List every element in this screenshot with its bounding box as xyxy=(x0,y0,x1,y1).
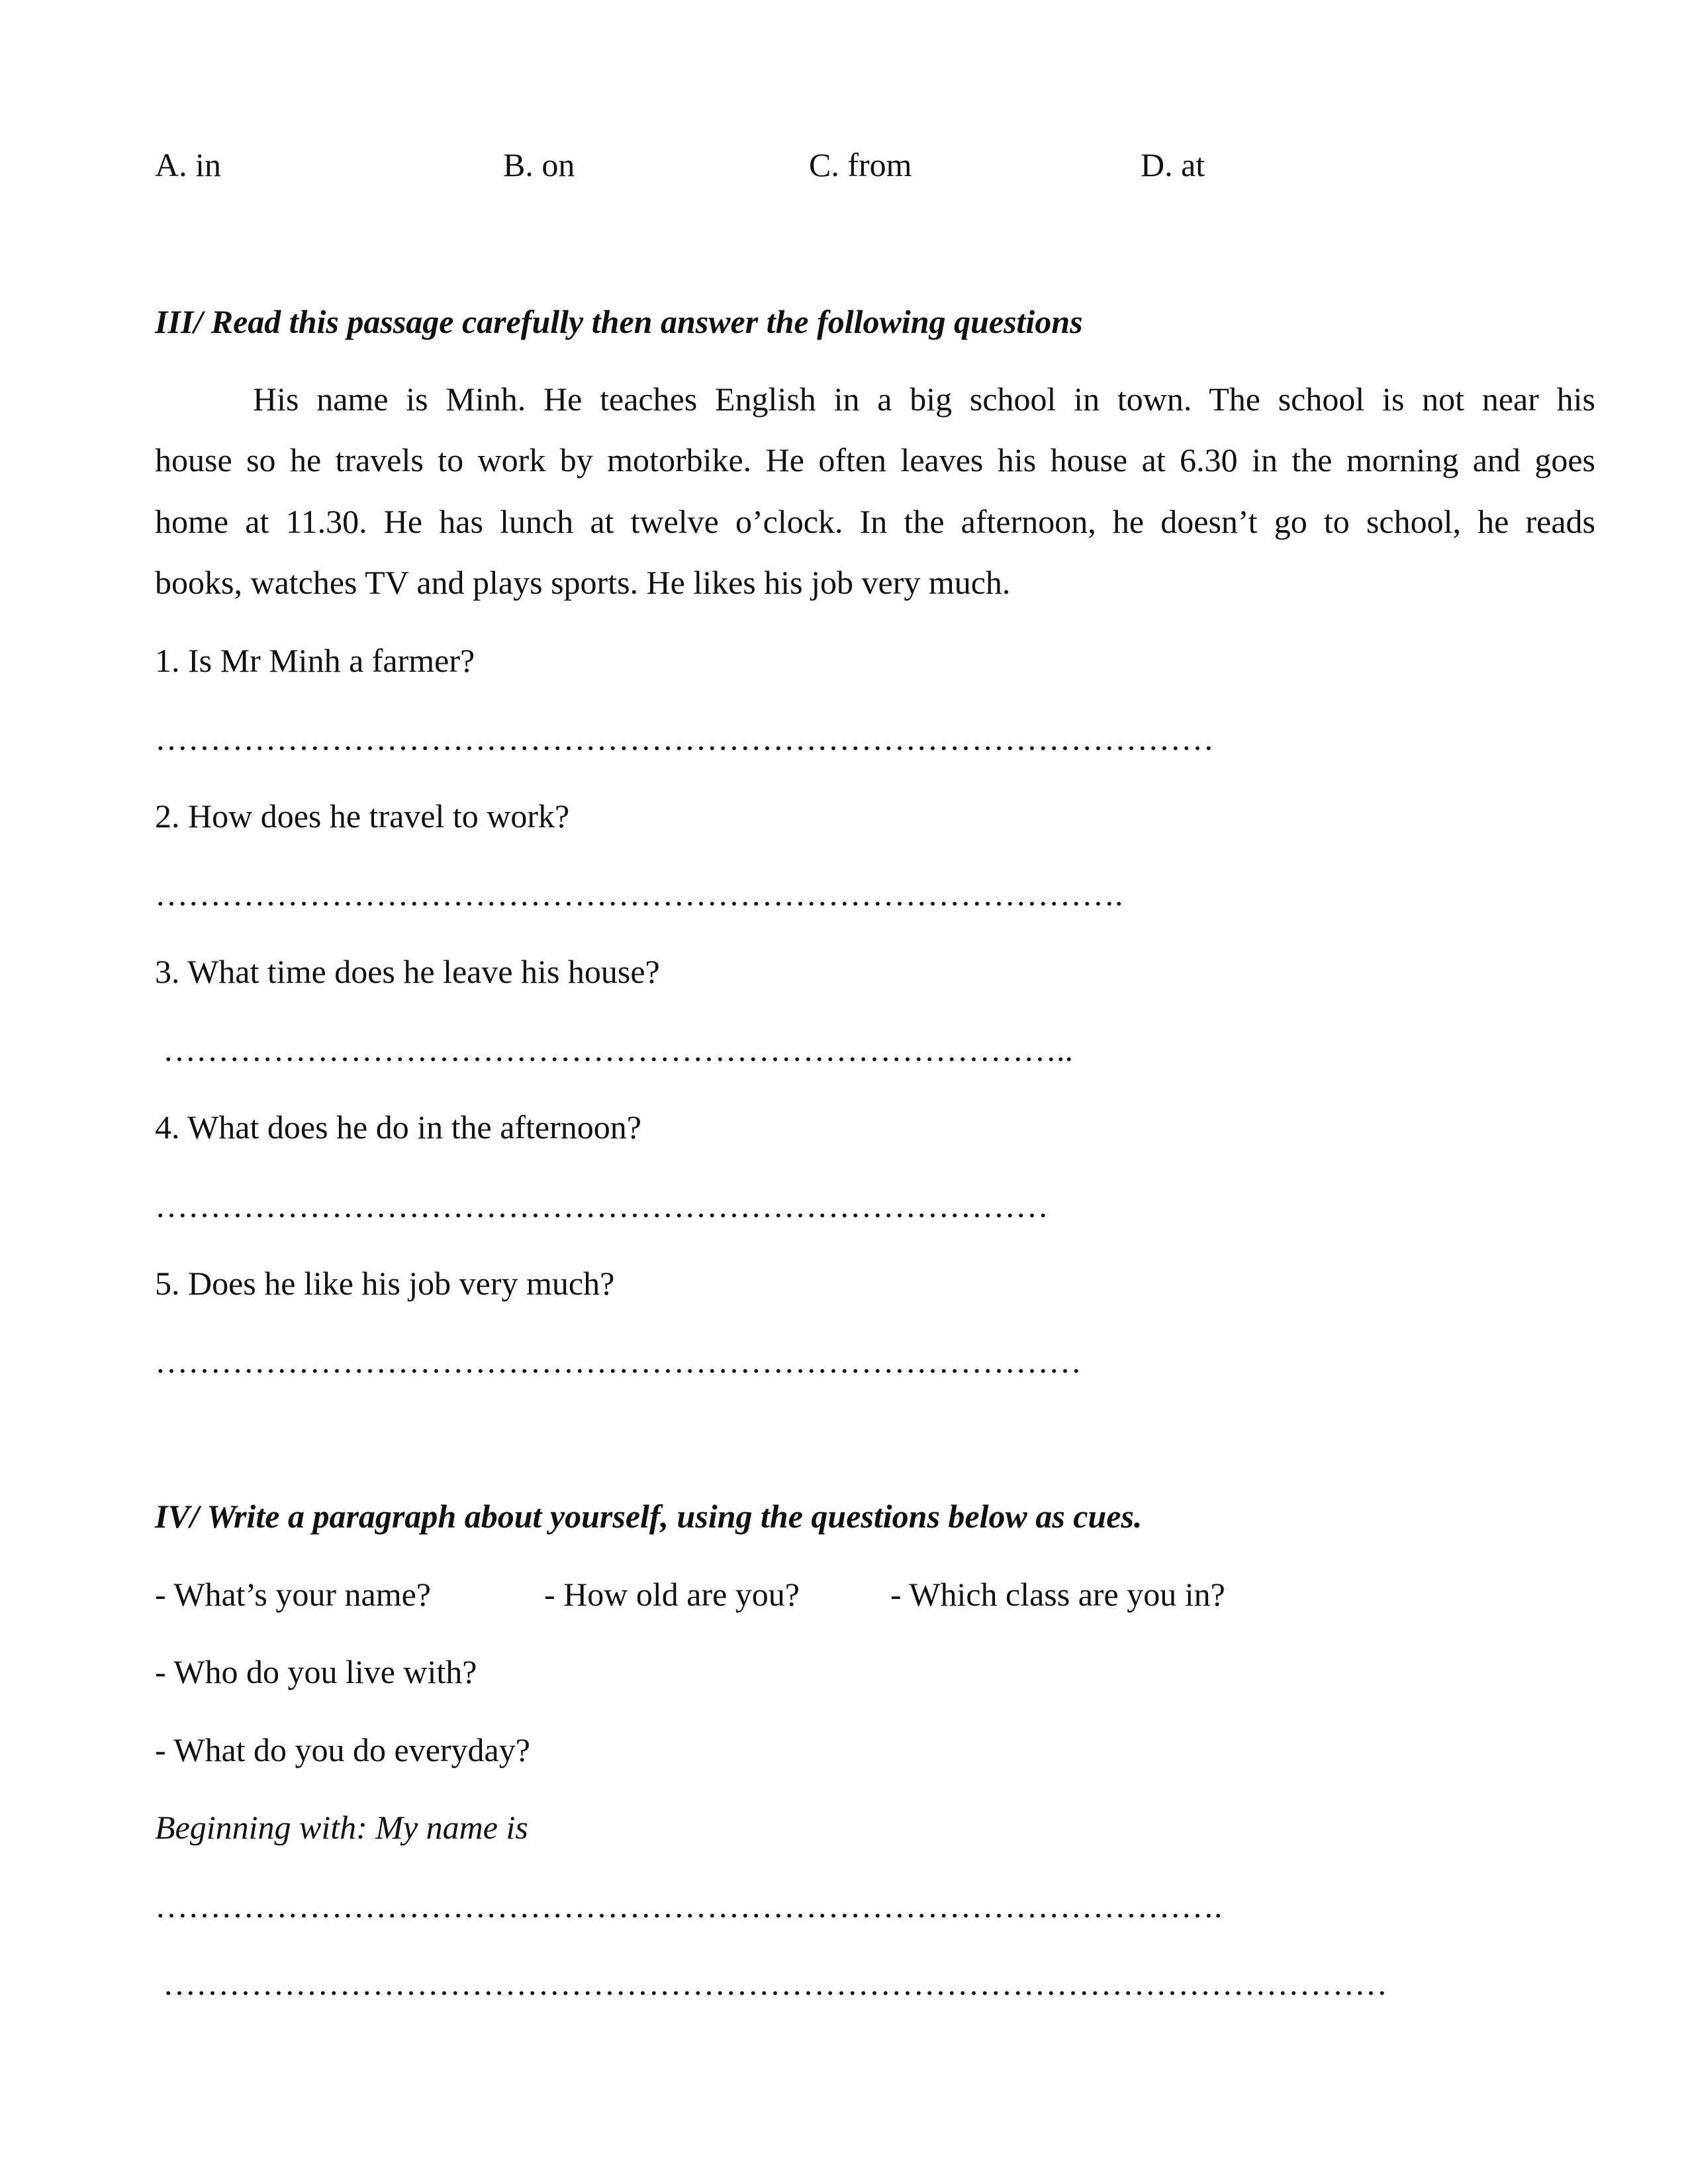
passage-line: home at 11.30. He has lunch at twelve o’clock. In the afternoon, he doesn’t go to school, he reads xyxy=(155,503,1595,540)
cue-everyday: - What do you do everyday? xyxy=(155,1731,530,1768)
section-4-heading: IV/ Write a paragraph about yourself, using the questions below as cues. xyxy=(155,1498,1143,1535)
option-d: D. at xyxy=(1141,146,1205,183)
answer-line-4[interactable]: ……………………………………………………………………… xyxy=(155,1189,1049,1222)
answer-line-5[interactable]: ………………………………………………………………………… xyxy=(155,1345,1082,1378)
question-1: 1. Is Mr Minh a farmer? xyxy=(155,642,475,679)
option-b: B. on xyxy=(503,146,575,183)
section-3-heading: III/ Read this passage carefully then answer the following questions xyxy=(155,303,1083,340)
writing-line-1[interactable]: ……………………………………………………………………………………. xyxy=(155,1889,1223,1923)
cue-class: - Which class are you in? xyxy=(890,1576,1225,1613)
passage-line: house so he travels to work by motorbike. He often leaves his house at 6.30 in the morning and goes xyxy=(155,441,1595,478)
question-3: 3. What time does he leave his house? xyxy=(155,953,660,990)
passage-line: books, watches TV and plays sports. He likes his job very much. xyxy=(155,564,1011,601)
option-a: A. in xyxy=(155,146,221,183)
cue-age: - How old are you? xyxy=(544,1576,800,1613)
cue-name: - What’s your name? xyxy=(155,1576,431,1613)
answer-line-2[interactable]: ……………………………………………………………………………. xyxy=(155,878,1123,911)
option-c: C. from xyxy=(809,146,912,183)
writing-line-2[interactable]: ………………………………………………………………………………………………… xyxy=(163,1967,1387,2000)
cue-live-with: - Who do you live with? xyxy=(155,1653,477,1690)
question-2: 2. How does he travel to work? xyxy=(155,797,570,835)
passage-line: His name is Minh. He teaches English in a big school in town. The school is not near his xyxy=(253,381,1595,418)
question-5: 5. Does he like his job very much? xyxy=(155,1265,615,1302)
question-4: 4. What does he do in the afternoon? xyxy=(155,1109,641,1146)
answer-line-1[interactable]: …………………………………………………………………………………… xyxy=(155,722,1214,755)
beginning-prompt: Beginning with: My name is xyxy=(155,1809,528,1846)
answer-line-3[interactable]: ……………………………………………………………………….. xyxy=(163,1033,1073,1066)
